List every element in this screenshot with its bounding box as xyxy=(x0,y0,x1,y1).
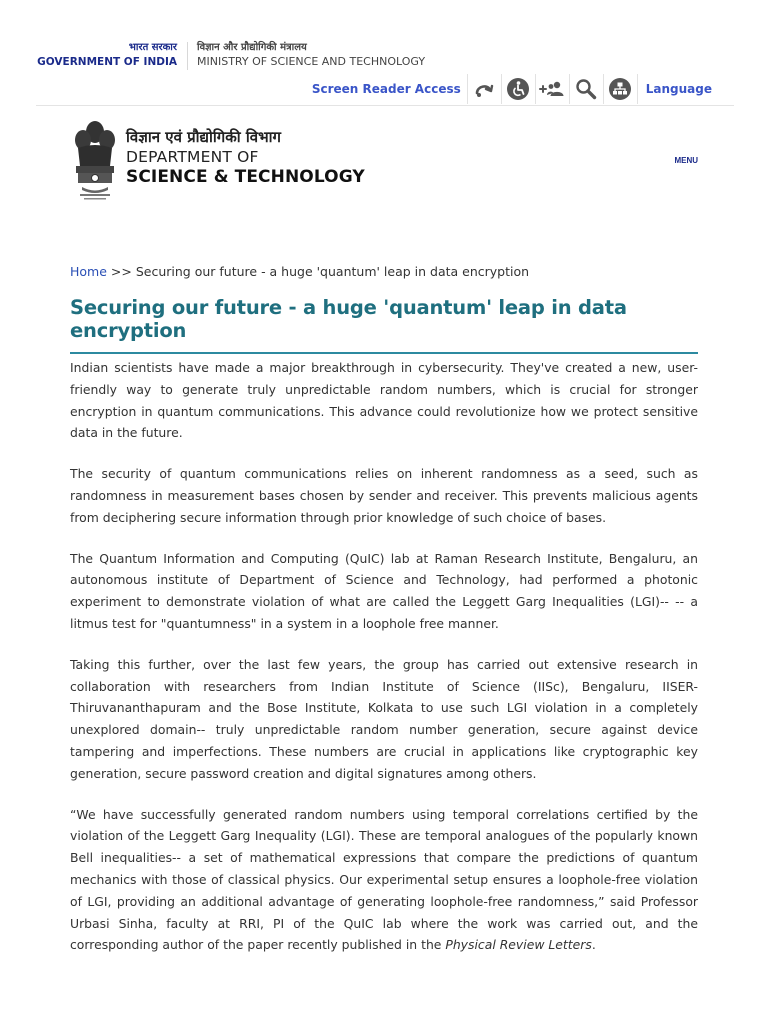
government-hindi-label: भारत सरकार xyxy=(128,42,177,53)
government-header xyxy=(36,36,734,106)
article-paragraph: Indian scientists have made a major breakthrough in cybersecurity. They've created a new, user-friendly way to generate truly unpredictable random numbers, which is crucial for stronger encryption in quantum communications. This advance could revolutionize how we protect sensitive data in the future. xyxy=(70,360,698,441)
journal-name: Physical Review Letters xyxy=(445,937,592,953)
accessibility-toolbar xyxy=(306,74,734,104)
search-icon xyxy=(575,78,597,100)
department-header xyxy=(70,118,698,208)
quote-end: . xyxy=(591,937,596,953)
government-english-label: GOVERNMENT OF INDIA xyxy=(37,56,177,68)
page-title: Securing our future - a huge 'quantum' leap in data encryption xyxy=(70,296,698,354)
ministry-link[interactable] xyxy=(197,42,425,69)
accessibility-options-button[interactable] xyxy=(502,74,536,104)
breadcrumb-current: Securing our future - a huge 'quantum' leap in data encryption xyxy=(135,264,530,279)
article-paragraph: The security of quantum communications relies on inherent randomness as a seed, such as randomness in measurement bases chosen by sender and receiver. This prevents malicious agents from deciphering secure information through prior knowledge of such choice of bases. xyxy=(70,466,698,525)
ministry-english-label: MINISTRY OF SCIENCE AND TECHNOLOGY xyxy=(197,55,426,68)
sitemap-button[interactable] xyxy=(604,74,638,104)
social-links-button[interactable] xyxy=(536,74,570,104)
article-paragraph: The Quantum Information and Computing (QuIC) lab at Raman Research Institute, Bengaluru, an autonomous institute of Department of Science and Technology, had performed a photonic experiment to demonstrate violation of what are called the Leggett Garg Inequalities (LGI)-- -- a litmus test for "quantumness" in a system in a loophole free manner. xyxy=(70,550,698,631)
skip-to-content-icon xyxy=(473,79,495,99)
article-body xyxy=(70,357,698,975)
social-users-icon xyxy=(539,79,565,99)
breadcrumb-separator: >> xyxy=(110,264,132,279)
quote-text: “We have successfully generated random numbers using temporal correlations certified by the violation of the Leggett Garg Inequality (LGI). These are temporal analogues of the popularly known Bell inequalities-- a set of mathematical expressions that compare the predictions of quantum mechanics with those of classical physics. Our experimental setup ensures a loophole-free violation of LGI, providing an additional advantage of generating loophole-free randomness,” said Professor Urbasi Sinha, faculty at RRI, PI of the QuIC lab where the work was carried out, and the corresponding author of the paper recently published in the xyxy=(70,806,698,953)
skip-to-content-button[interactable] xyxy=(468,74,502,104)
department-name[interactable] xyxy=(126,128,365,188)
department-hindi-name: विज्ञान एवं प्रौद्योगिकी विभाग xyxy=(126,128,281,146)
sitemap-icon xyxy=(608,77,632,101)
menu-button[interactable]: MENU xyxy=(674,156,698,165)
article-paragraph: Taking this further, over the last few years, the group has carried out extensive research in collaboration with researchers from Indian Institute of Science (IISc), Bengaluru, IISER-Thiruvananthapuram and the Bose Institute, Kolkata to use such LGI violation in a completely unexplored domain-- truly unpredictable random number generation, secure against device tampering and imperfections. These numbers are crucial in applications like cryptographic key generation, secure password creation and digital signatures among others. xyxy=(70,656,698,781)
search-button[interactable] xyxy=(570,74,604,104)
screen-reader-access-link[interactable]: Screen Reader Access xyxy=(306,74,468,104)
accessibility-icon xyxy=(506,77,530,101)
department-name-line2: SCIENCE & TECHNOLOGY xyxy=(126,167,365,187)
national-emblem-icon[interactable] xyxy=(70,118,120,202)
government-of-india-link[interactable] xyxy=(36,42,188,70)
language-selector[interactable]: Language xyxy=(645,82,712,96)
article-quote-paragraph xyxy=(70,804,698,957)
breadcrumb-home-link[interactable]: Home xyxy=(70,264,107,279)
department-name-line1: DEPARTMENT OF xyxy=(126,148,259,166)
breadcrumb xyxy=(70,264,529,279)
ministry-hindi-label: विज्ञान और प्रौद्योगिकी मंत्रालय xyxy=(197,42,307,53)
